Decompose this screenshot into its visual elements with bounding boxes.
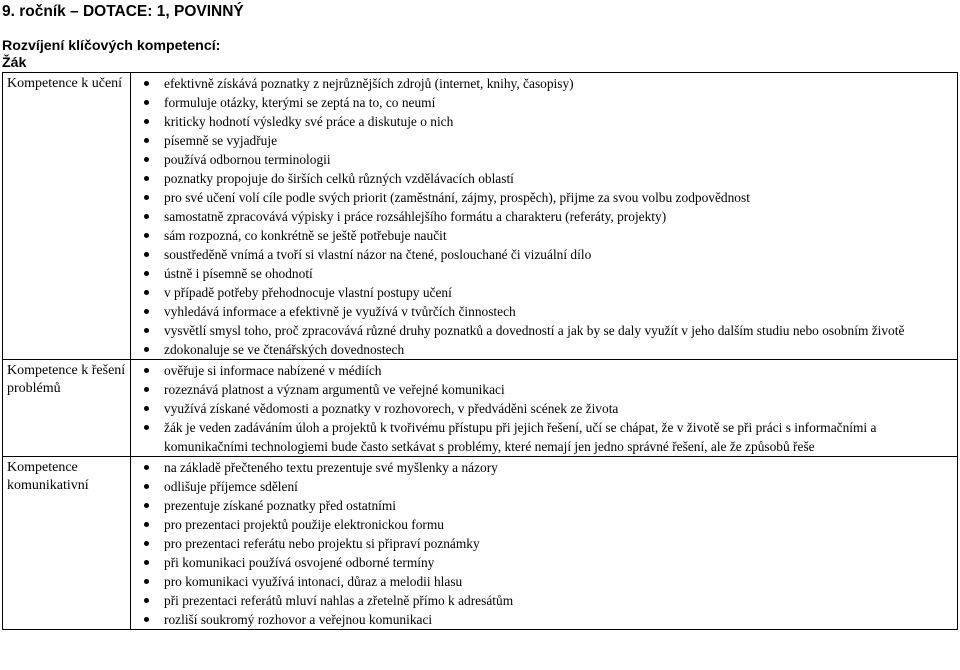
list-item: na základě přečteného textu prezentuje své myšlenky a názory	[131, 458, 953, 477]
list-item: v případě potřeby přehodnocuje vlastní postupy učení	[131, 283, 953, 302]
competency-category: Kompetence k učení	[3, 73, 131, 360]
competency-row	[3, 360, 958, 457]
list-item: pro komunikaci využívá intonaci, důraz a melodii hlasu	[131, 572, 953, 591]
list-item: zdokonaluje se ve čtenářských dovednostech	[131, 340, 953, 359]
competency-items-cell	[131, 73, 958, 360]
list-item: efektivně získává poznatky z nejrůznějších zdrojů (internet, knihy, časopisy)	[131, 74, 953, 93]
list-item: ověřuje si informace nabízené v médiích	[131, 361, 953, 380]
list-item: ústně i písemně se ohodnotí	[131, 264, 953, 283]
list-item: rozliší soukromý rozhovor a veřejnou komunikaci	[131, 610, 953, 629]
list-item: odlišuje příjemce sdělení	[131, 477, 953, 496]
list-item: písemně se vyjadřuje	[131, 131, 953, 150]
list-item: vyhledává informace a efektivně je využívá v tvůrčích činnostech	[131, 302, 953, 321]
list-item: formuluje otázky, kterými se zeptá na to, co neumí	[131, 93, 953, 112]
page-title: 9. ročník – DOTACE: 1, POVINNÝ	[2, 3, 244, 20]
list-item: sám rozpozná, co konkrétně se ještě potřebuje naučit	[131, 226, 953, 245]
list-item: samostatně zpracovává výpisky i práce rozsáhlejšího formátu a charakteru (referáty, projekty)	[131, 207, 953, 226]
list-item: soustředěně vnímá a tvoří si vlastní názor na čtené, poslouchané či vizuální dílo	[131, 245, 953, 264]
list-item: poznatky propojuje do širších celků různých vzdělávacích oblastí	[131, 169, 953, 188]
bullet-list	[131, 458, 953, 629]
bullet-list	[131, 74, 953, 359]
competency-items-cell	[131, 360, 958, 457]
section-heading: Rozvíjení klíčových kompetencí:	[2, 38, 221, 54]
competency-category: Kompetence komunikativní	[3, 457, 131, 630]
list-item: rozeznává platnost a význam argumentů ve veřejné komunikaci	[131, 380, 953, 399]
list-item: využívá získané vědomosti a poznatky v rozhovorech, v předváděni scének ze života	[131, 399, 953, 418]
list-item: při prezentaci referátů mluví nahlas a zřetelně přímo k adresátům	[131, 591, 953, 610]
list-item: žák je veden zadáváním úloh a projektů k tvořivému přístupu při jejich řešení, učí se chápat, že v životě se při práci s informačními a komunikačními technologiemi bude často setkávat s problémy, které nemají jen jedno správné řešení, ale že způsobů řeše	[131, 418, 953, 456]
competency-row	[3, 73, 958, 360]
competency-items-cell	[131, 457, 958, 630]
list-item: kriticky hodnotí výsledky své práce a diskutuje o nich	[131, 112, 953, 131]
list-item: používá odbornou terminologii	[131, 150, 953, 169]
list-item: pro prezentaci referátu nebo projektu si připraví poznámky	[131, 534, 953, 553]
competency-category: Kompetence k řešení problémů	[3, 360, 131, 457]
subject-heading: Žák	[2, 55, 27, 71]
competency-row	[3, 457, 958, 630]
list-item: vysvětlí smysl toho, proč zpracovává různé druhy poznatků a dovedností a jak by se daly využít v jeho dalším studiu nebo osobním životě	[131, 321, 953, 340]
list-item: pro prezentaci projektů použije elektronickou formu	[131, 515, 953, 534]
list-item: pro své učení volí cíle podle svých priorit (zaměstnání, zájmy, prospěch), přijme za svou volbu zodpovědnost	[131, 188, 953, 207]
bullet-list	[131, 361, 953, 456]
list-item: prezentuje získané poznatky před ostatními	[131, 496, 953, 515]
list-item: při komunikaci používá osvojené odborné termíny	[131, 553, 953, 572]
competency-table	[2, 72, 958, 630]
